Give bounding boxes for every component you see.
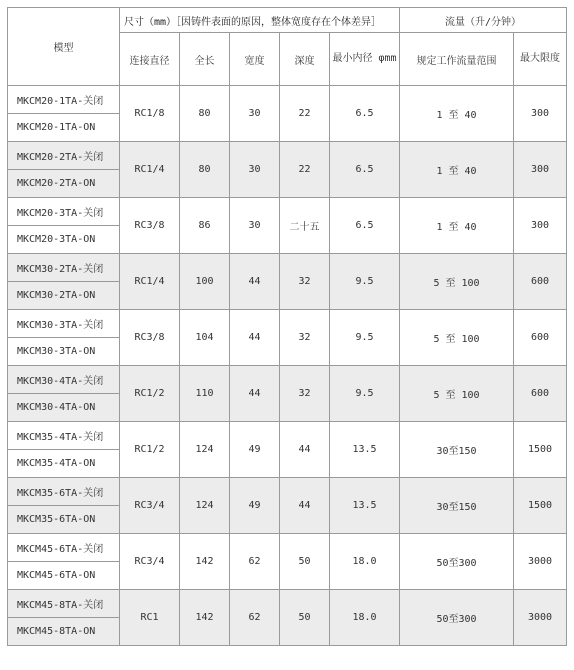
width-cell: 30 — [230, 142, 280, 198]
bore-cell: 18.0 — [330, 590, 400, 646]
max-limit-cell: 1500 — [514, 422, 567, 478]
width-cell: 44 — [230, 310, 280, 366]
depth-cell: 32 — [280, 366, 330, 422]
depth-cell: 22 — [280, 86, 330, 142]
max-limit-cell: 600 — [514, 254, 567, 310]
model-on-cell: MKCM30-4TA-ON — [8, 394, 120, 422]
bore-cell: 6.5 — [330, 86, 400, 142]
max-limit-cell: 300 — [514, 198, 567, 254]
max-limit-cell: 600 — [514, 310, 567, 366]
width-cell: 30 — [230, 86, 280, 142]
flow-range-cell: 1 至 40 — [400, 198, 514, 254]
model-on-cell: MKCM35-4TA-ON — [8, 450, 120, 478]
depth-cell: 44 — [280, 478, 330, 534]
model-on-cell: MKCM35-6TA-ON — [8, 506, 120, 534]
model-closed-cell: MKCM45-6TA-关闭 — [8, 534, 120, 562]
depth-cell: 32 — [280, 254, 330, 310]
bore-cell: 18.0 — [330, 534, 400, 590]
flow-range-cell: 50至300 — [400, 534, 514, 590]
depth-cell: 50 — [280, 590, 330, 646]
depth-cell: 50 — [280, 534, 330, 590]
model-closed-cell: MKCM35-4TA-关闭 — [8, 422, 120, 450]
connection-cell: RC1/2 — [120, 366, 180, 422]
connection-cell: RC3/4 — [120, 478, 180, 534]
flow-range-cell: 50至300 — [400, 590, 514, 646]
table-row — [8, 366, 567, 394]
header-flow: 流量（升/分钟） — [400, 8, 567, 33]
length-cell: 142 — [180, 590, 230, 646]
table-row — [8, 478, 567, 506]
length-cell: 110 — [180, 366, 230, 422]
header-min-bore: 最小内径 φmm — [330, 33, 400, 86]
header-max-limit: 最大限度 — [514, 33, 567, 86]
max-limit-cell: 3000 — [514, 590, 567, 646]
length-cell: 86 — [180, 198, 230, 254]
max-limit-cell: 1500 — [514, 478, 567, 534]
flow-range-cell: 30至150 — [400, 422, 514, 478]
width-cell: 62 — [230, 534, 280, 590]
connection-cell: RC1/4 — [120, 142, 180, 198]
depth-cell: 32 — [280, 310, 330, 366]
max-limit-cell: 300 — [514, 86, 567, 142]
table-body — [8, 86, 567, 646]
width-cell: 62 — [230, 590, 280, 646]
flow-range-cell: 1 至 40 — [400, 86, 514, 142]
flow-range-cell: 5 至 100 — [400, 310, 514, 366]
length-cell: 80 — [180, 142, 230, 198]
flow-range-cell: 1 至 40 — [400, 142, 514, 198]
length-cell: 124 — [180, 422, 230, 478]
model-closed-cell: MKCM30-3TA-关闭 — [8, 310, 120, 338]
header-flow-range: 规定工作流量范围 — [400, 33, 514, 86]
length-cell: 142 — [180, 534, 230, 590]
table-row — [8, 142, 567, 170]
table-row — [8, 310, 567, 338]
model-closed-cell: MKCM20-2TA-关闭 — [8, 142, 120, 170]
connection-cell: RC3/4 — [120, 534, 180, 590]
spec-table — [7, 7, 567, 646]
model-on-cell: MKCM20-3TA-ON — [8, 226, 120, 254]
width-cell: 30 — [230, 198, 280, 254]
max-limit-cell: 300 — [514, 142, 567, 198]
length-cell: 80 — [180, 86, 230, 142]
connection-cell: RC1/4 — [120, 254, 180, 310]
header-depth: 深度 — [280, 33, 330, 86]
bore-cell: 9.5 — [330, 254, 400, 310]
bore-cell: 13.5 — [330, 422, 400, 478]
max-limit-cell: 600 — [514, 366, 567, 422]
model-closed-cell: MKCM20-1TA-关闭 — [8, 86, 120, 114]
table-header — [8, 8, 567, 86]
table-row — [8, 198, 567, 226]
width-cell: 44 — [230, 366, 280, 422]
bore-cell: 9.5 — [330, 366, 400, 422]
model-on-cell: MKCM20-1TA-ON — [8, 114, 120, 142]
model-closed-cell: MKCM45-8TA-关闭 — [8, 590, 120, 618]
header-length: 全长 — [180, 33, 230, 86]
model-on-cell: MKCM30-2TA-ON — [8, 282, 120, 310]
depth-cell: 二十五 — [280, 198, 330, 254]
model-on-cell: MKCM20-2TA-ON — [8, 170, 120, 198]
header-model: 模型 — [8, 8, 120, 86]
width-cell: 49 — [230, 478, 280, 534]
length-cell: 124 — [180, 478, 230, 534]
header-dimensions: 尺寸（mm）［因铸件表面的原因，整体宽度存在个体差异］ — [120, 8, 400, 33]
header-connection: 连接直径 — [120, 33, 180, 86]
bore-cell: 6.5 — [330, 198, 400, 254]
width-cell: 44 — [230, 254, 280, 310]
model-closed-cell: MKCM30-2TA-关闭 — [8, 254, 120, 282]
max-limit-cell: 3000 — [514, 534, 567, 590]
table-row — [8, 86, 567, 114]
length-cell: 104 — [180, 310, 230, 366]
model-closed-cell: MKCM20-3TA-关闭 — [8, 198, 120, 226]
connection-cell: RC1/2 — [120, 422, 180, 478]
model-closed-cell: MKCM30-4TA-关闭 — [8, 366, 120, 394]
length-cell: 100 — [180, 254, 230, 310]
bore-cell: 9.5 — [330, 310, 400, 366]
bore-cell: 6.5 — [330, 142, 400, 198]
depth-cell: 22 — [280, 142, 330, 198]
table-row — [8, 534, 567, 562]
connection-cell: RC3/8 — [120, 198, 180, 254]
model-on-cell: MKCM45-8TA-ON — [8, 618, 120, 646]
depth-cell: 44 — [280, 422, 330, 478]
width-cell: 49 — [230, 422, 280, 478]
model-on-cell: MKCM45-6TA-ON — [8, 562, 120, 590]
connection-cell: RC1/8 — [120, 86, 180, 142]
connection-cell: RC3/8 — [120, 310, 180, 366]
table-row — [8, 422, 567, 450]
flow-range-cell: 30至150 — [400, 478, 514, 534]
table-row — [8, 590, 567, 618]
model-on-cell: MKCM30-3TA-ON — [8, 338, 120, 366]
flow-range-cell: 5 至 100 — [400, 366, 514, 422]
table-row — [8, 254, 567, 282]
flow-range-cell: 5 至 100 — [400, 254, 514, 310]
header-width: 宽度 — [230, 33, 280, 86]
connection-cell: RC1 — [120, 590, 180, 646]
model-closed-cell: MKCM35-6TA-关闭 — [8, 478, 120, 506]
bore-cell: 13.5 — [330, 478, 400, 534]
